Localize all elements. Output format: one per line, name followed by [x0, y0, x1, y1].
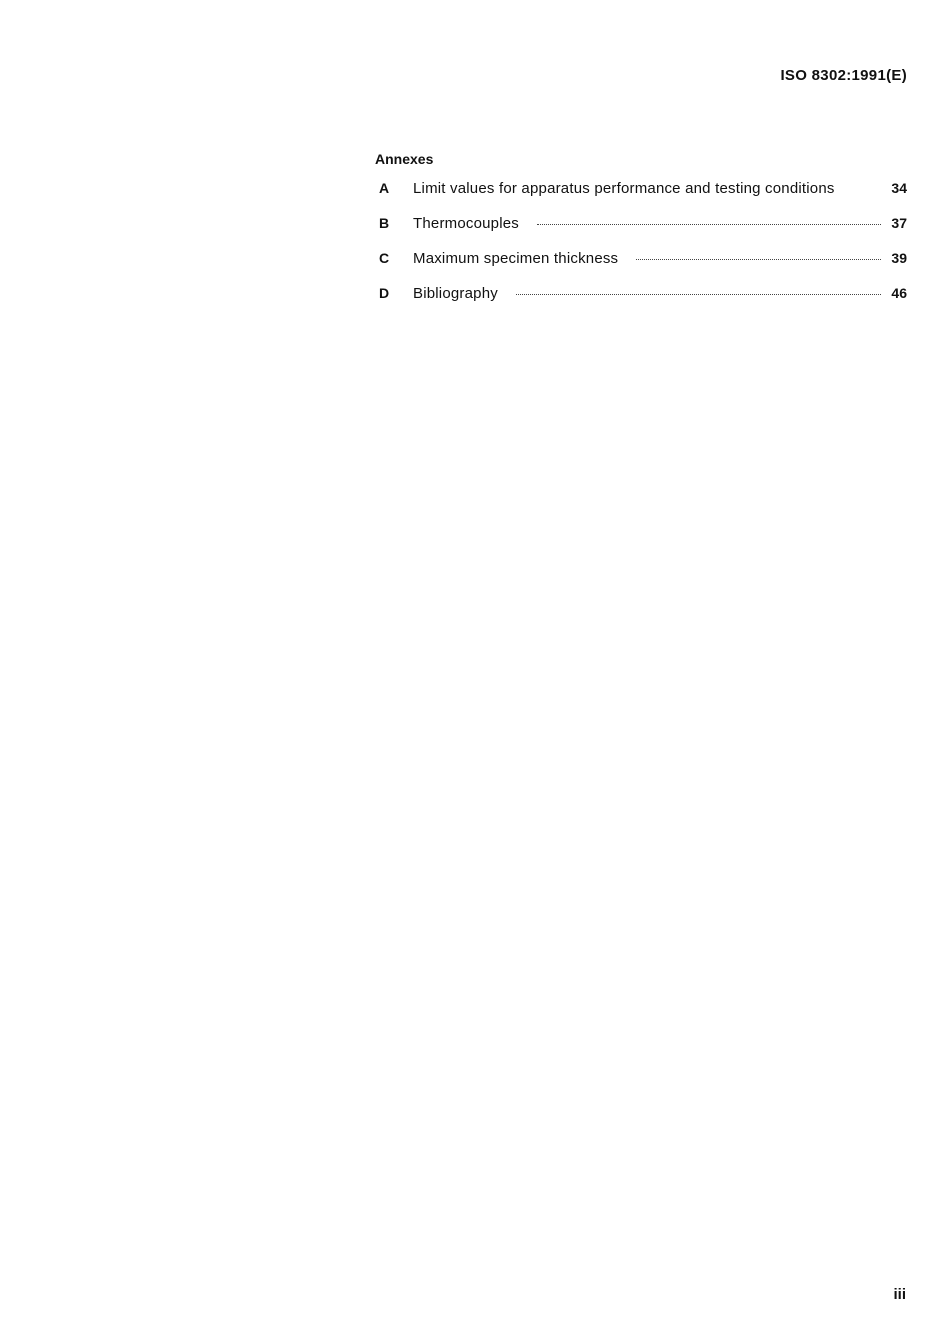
page-number: iii	[893, 1286, 906, 1303]
dot-leader	[636, 259, 881, 260]
toc-entry-annex-d[interactable]	[375, 285, 907, 320]
toc-entry-annex-c[interactable]	[375, 250, 907, 285]
annex-page-number: 46	[891, 285, 907, 301]
document-identifier: ISO 8302:1991(E)	[780, 67, 907, 84]
dot-leader	[516, 294, 881, 295]
dot-leader	[537, 224, 881, 225]
annex-letter: B	[379, 215, 390, 231]
annex-page-number: 34	[891, 180, 907, 196]
toc-entry-annex-a[interactable]	[375, 180, 907, 215]
annex-title: Bibliography	[413, 285, 498, 302]
annex-letter: A	[379, 180, 390, 196]
toc-entry-annex-b[interactable]	[375, 215, 907, 250]
annexes-section	[375, 151, 907, 320]
annex-page-number: 39	[891, 250, 907, 266]
annex-page-number: 37	[891, 215, 907, 231]
annexes-heading: Annexes	[375, 151, 434, 167]
annex-letter: C	[379, 250, 390, 266]
annex-title: Thermocouples	[413, 215, 519, 232]
annex-letter: D	[379, 285, 390, 301]
annex-title: Maximum specimen thickness	[413, 250, 619, 267]
annex-title: Limit values for apparatus performance and testing conditions	[413, 180, 835, 197]
